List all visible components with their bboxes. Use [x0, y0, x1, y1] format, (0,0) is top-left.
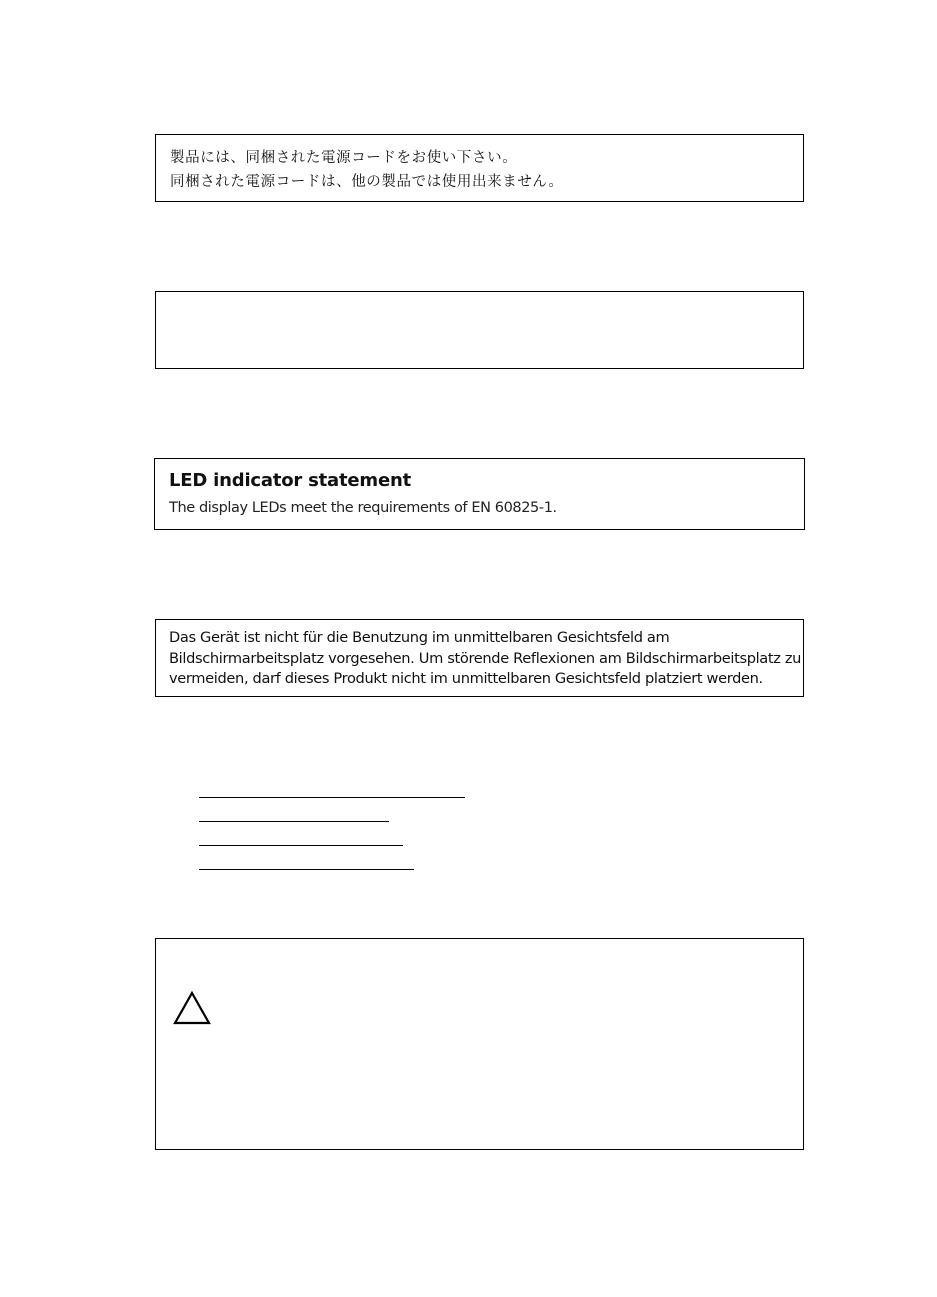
japanese-notice-line-2: 同梱された電源コードは、他の製品では使用出来ません。	[170, 174, 564, 190]
led-statement-body: The display LEDs meet the requirements of EN 60825-1.	[169, 500, 557, 516]
german-workplace-notice	[155, 619, 804, 697]
japanese-notice-line-1: 製品には、同梱された電源コードをお使い下さい。	[170, 150, 518, 166]
underline-rule-4	[199, 869, 414, 870]
led-indicator-statement-box	[154, 458, 805, 530]
caution-box	[155, 938, 804, 1150]
warning-triangle-icon	[172, 990, 212, 1026]
underline-rule-2	[199, 821, 389, 822]
empty-notice-box	[155, 291, 804, 369]
german-notice-line-3: vermeiden, darf dieses Produkt nicht im unmittelbaren Gesichtsfeld platziert werden.	[169, 670, 763, 687]
led-statement-title: LED indicator statement	[169, 470, 412, 491]
underline-rule-1	[199, 797, 465, 798]
japanese-power-cord-notice	[155, 134, 804, 202]
german-notice-line-2: Bildschirmarbeitsplatz vorgesehen. Um störende Reflexionen am Bildschirmarbeitsplatz zu	[169, 649, 802, 667]
german-notice-line-1: Das Gerät ist nicht für die Benutzung im unmittelbaren Gesichtsfeld am	[169, 629, 670, 646]
underline-rule-3	[199, 845, 403, 846]
